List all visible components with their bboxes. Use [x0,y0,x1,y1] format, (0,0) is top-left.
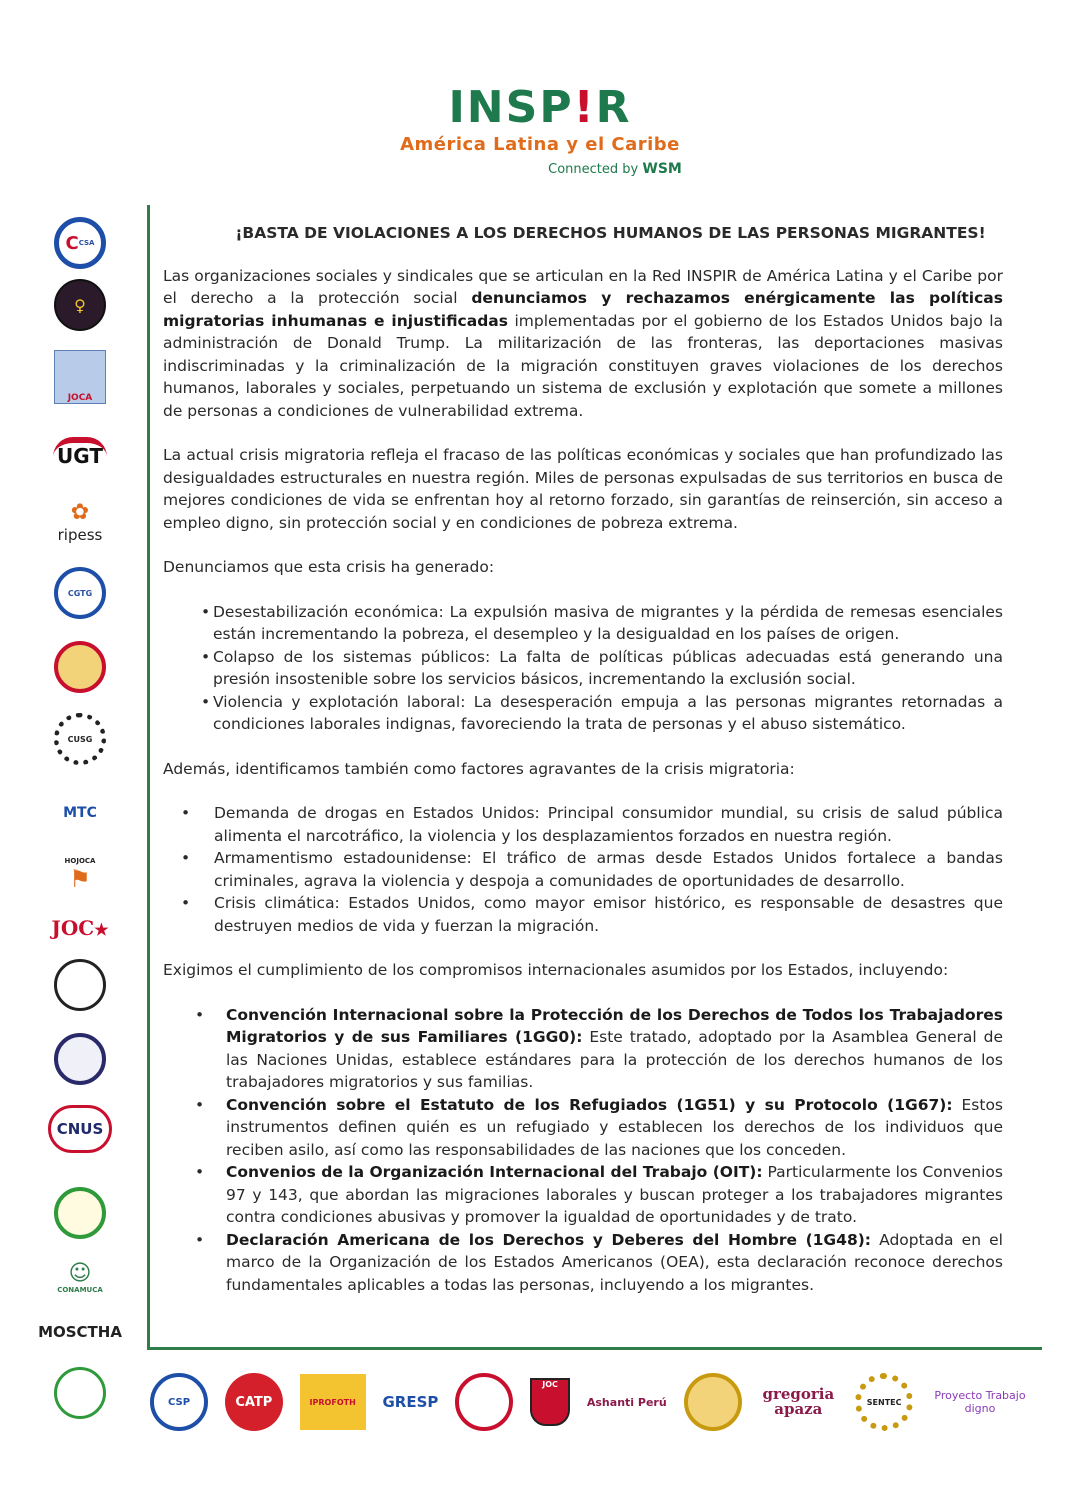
moscta-logo: MOSCTHA [38,1323,122,1341]
crisis-effects-list [163,601,1003,736]
paragraph-2: La actual crisis migratoria refleja el fracaso de las políticas económicas y sociales que han profundizado las desigualdades estructurales en nuestra región. Miles de personas expulsadas de sus territorios en busca de mejores condiciones de vida se enfrentan hoy al retorno forzado, sin garantías de reinserción, sin acceso a empleo digno, sin protección social y en condiciones de pobreza extrema. [163,446,1003,532]
ripess-logo: ✿ ripess [57,500,103,544]
list-item: • Convenios de la Organización Internacional del Trabajo (OIT): Particularmente los Convenios 97 y 143, que abordan las migraciones laborales y buscan proteger a los trabajadores migrantes contra condiciones abusivas y promover la igualdad de oportunidades y de trato. [163,1161,1003,1229]
list-item: • Convención Internacional sobre la Protección de los Derechos de Todos los Trabajadores Migratorios y de sus Familiares (1GG0): Este tratado, adoptado por la Asamblea General de las Naciones Unidas, establece estándares para la protección de los derechos humanos de los trabajadores migratorios y sus familias. [163,1004,1003,1094]
gresp-logo: GRESP [382,1393,439,1411]
sidebar-logos [30,215,130,1430]
document-title: ¡BASTA DE VIOLACIONES A LOS DERECHOS HUMANOS DE LAS PERSONAS MIGRANTES! [235,224,986,242]
proyecto-trabajo-digno-logo: Proyecto Trabajo digno [934,1389,1026,1415]
inspir-subtitle: América Latina y el Caribe [400,134,680,155]
cnus-dr-logo [42,1031,118,1087]
inspir-logo: INSP!R [448,82,632,133]
cnus-logo: CNUS [42,1101,118,1157]
joc-guat-logo: JOC★ [51,916,109,940]
casc-logo [42,957,118,1013]
header [0,80,1080,177]
connected-by: Connected by WSM [548,161,682,177]
crest-logo [684,1370,742,1434]
women-logo: ♀ [42,277,118,333]
sentec-logo: SENTEC [855,1370,913,1434]
paragraph-4: Además, identificamos también como factores agravantes de la crisis migratoria: [163,759,795,778]
horizontal-divider [147,1347,1042,1350]
joc-logo: JOC [530,1370,570,1434]
catp-logo: CATP [225,1370,283,1434]
commitments-list [163,1004,1003,1297]
paragraph-3: Denunciamos que esta crisis ha generado: [163,558,495,576]
document-body [163,222,1003,1318]
hojoca-logo: HOJOCA ⚑ [64,857,96,893]
gregoria-apaza-logo: gregoria apaza [762,1385,835,1418]
csa-logo: C CSA [42,215,118,271]
mtc-logo: MTC [63,805,97,821]
list-item: • Convención sobre el Estatuto de los Refugiados (1G51) y su Protocolo (1G67): Estos instrumentos definen quién es un refugiado y establecen los derechos de los individuos que reciben asilo, así como las responsabilidades de las naciones que los conceden. [163,1094,1003,1162]
list-item: • Violencia y explotación laboral: La desesperación empuja a las personas migrantes retornadas a condiciones laborales indignas, favoreciendo la trata de personas y el abuso sistemático. [163,691,1003,736]
csp-logo: CSP [150,1370,208,1434]
vertical-divider [147,205,150,1350]
list-item: • Colapso de los sistemas públicos: La falta de políticas públicas adecuadas está generando una presión insostenible sobre los servicios básicos, incrementando la exclusión social. [163,646,1003,691]
list-item: • Desestabilización económica: La expulsión masiva de migrantes y la pérdida de remesas esenciales están incrementando la pobreza, el desempleo y la desigualdad en los países de origen. [163,601,1003,646]
conamuca-logo: ☺ CONAMUCA [57,1261,103,1294]
list-item: • Demanda de drogas en Estados Unidos: Principal consumidor mundial, su crisis de salud pública alimenta el narcotráfico, la violencia y los desplazamientos forzados en nuestra región. [163,802,1003,847]
aggravating-factors-list [163,802,1003,937]
paragraph-5: Exigimos el cumplimiento de los compromisos internacionales asumidos por los Estados, incluyendo: [163,961,949,979]
paragraph-1: Las organizaciones sociales y sindicales que se articulan en la Red INSPIR de América Latina y el Caribe por el derecho a la protección social denunciamos y rechazamos enérgicamente las políticas migratorias inhumanas e injustificadas implementadas por el gobierno de los Estados Unidos bajo la administración de Donald Trump. La militarización de las fronteras, las deportaciones masivas indiscriminadas y la criminalización de la migración constituyen graves violaciones de los derechos humanos, laborales y sociales, perpetuando un sistema de exclusión y explotación que somete a millones de personas a condiciones de vulnerabilidad extrema. [163,266,1003,420]
bottom-logos [150,1362,1030,1442]
cusg-logo: CUSG [42,711,118,767]
iprofoth-logo: IPROFOTH [300,1370,366,1434]
list-item: • Declaración Americana de los Derechos y Deberes del Hombre (1G48): Adoptada en el marco de la Organización de los Estados Americanos (OEA), esta declaración reconoce derechos fundamentales aplicables a todas las personas, incluyendo a los migrantes. [163,1229,1003,1297]
list-item: • Armamentismo estadounidense: El tráfico de armas desde Estados Unidos fortalece a bandas criminales, agrava la violencia y despoja a comunidades de oportunidades de desarrollo. [163,847,1003,892]
cgtg-logo: CGTG [42,565,118,621]
ashanti-logo: Ashanti Perú [586,1395,667,1409]
circle-org-logo [455,1370,513,1434]
green-circle-logo [42,1185,118,1241]
unsitragua-logo [42,639,118,695]
list-item: • Crisis climática: Estados Unidos, como mayor emisor histórico, es responsable de desastres que destruyen medios de vida y fuerzan la migración. [163,892,1003,937]
ugt-logo: UGT [42,423,118,479]
fundacion-logo [42,1365,118,1421]
joca-logo: JOCA [42,349,118,405]
